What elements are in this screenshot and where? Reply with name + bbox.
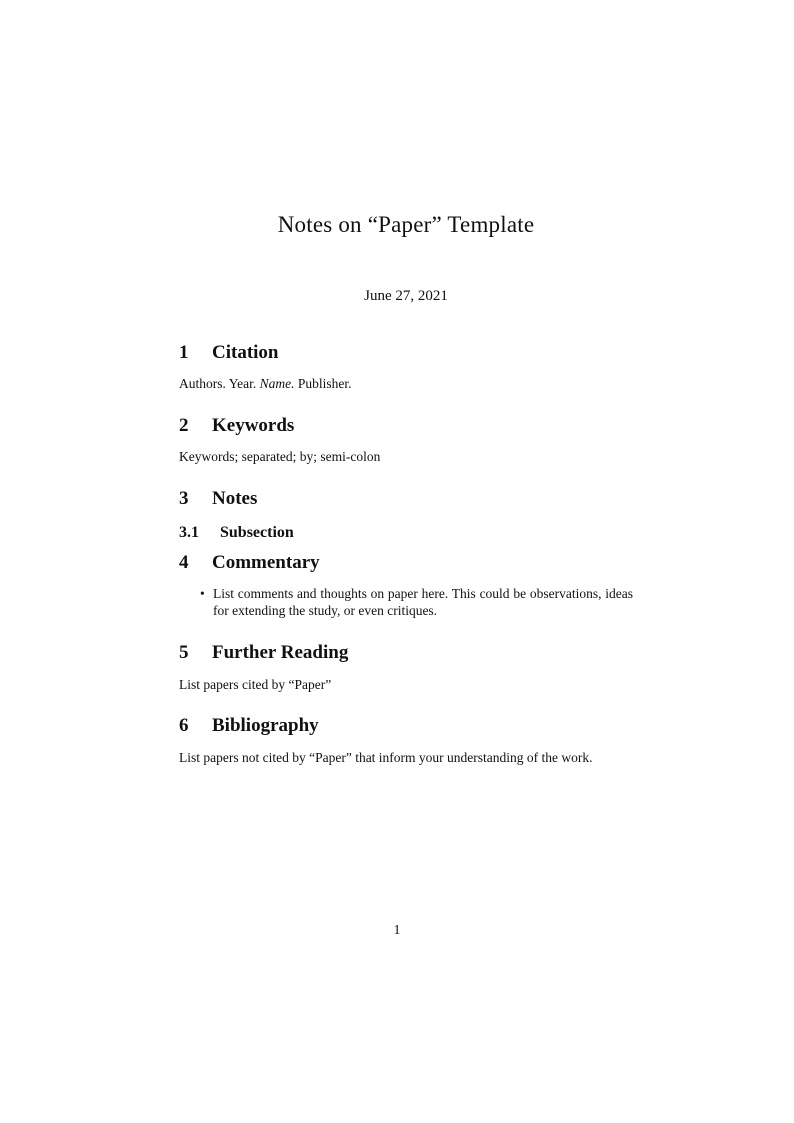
page-number: 1 — [393, 923, 401, 938]
citation-publisher: Publisher. — [294, 376, 352, 391]
section-title: Citation — [212, 342, 279, 363]
section-number: 3 — [179, 488, 189, 509]
subsection-heading-subsection — [179, 523, 633, 543]
list-item — [179, 585, 633, 619]
text-block — [179, 0, 633, 766]
commentary-bullet-list — [179, 585, 633, 619]
document-title: Notes on “Paper” Template — [277, 212, 535, 237]
citation-name-italic: Name. — [259, 376, 295, 391]
bullet-text: List comments and thoughts on paper here. This could be observations, ideas for extending the study, or even critiques. — [213, 586, 633, 618]
section-title: Keywords — [212, 415, 295, 436]
section-number: 2 — [179, 415, 189, 436]
section-heading-citation — [179, 341, 633, 364]
section-title: Commentary — [212, 552, 320, 573]
subsection-title: Subsection — [220, 524, 294, 541]
section-heading-keywords — [179, 414, 633, 437]
section-number: 6 — [179, 715, 189, 736]
section-number: 5 — [179, 642, 189, 663]
document-date: June 27, 2021 — [364, 288, 448, 304]
citation-body — [179, 375, 633, 392]
bullet-icon: • — [200, 586, 205, 601]
section-heading-bibliography — [179, 714, 633, 737]
section-title: Bibliography — [212, 715, 319, 736]
section-number: 4 — [179, 552, 189, 573]
section-number: 1 — [179, 342, 189, 363]
section-heading-notes — [179, 487, 633, 510]
further-reading-body: List papers cited by “Paper” — [179, 677, 332, 692]
keywords-body: Keywords; separated; by; semi-colon — [179, 449, 381, 464]
section-title: Further Reading — [212, 642, 349, 663]
bibliography-body: List papers not cited by “Paper” that inform your understanding of the work. — [179, 750, 593, 765]
subsection-number: 3.1 — [179, 524, 199, 541]
citation-authors-year: Authors. Year. — [179, 376, 260, 391]
section-heading-commentary — [179, 551, 633, 574]
section-heading-further-reading — [179, 641, 633, 664]
section-title: Notes — [212, 488, 258, 509]
